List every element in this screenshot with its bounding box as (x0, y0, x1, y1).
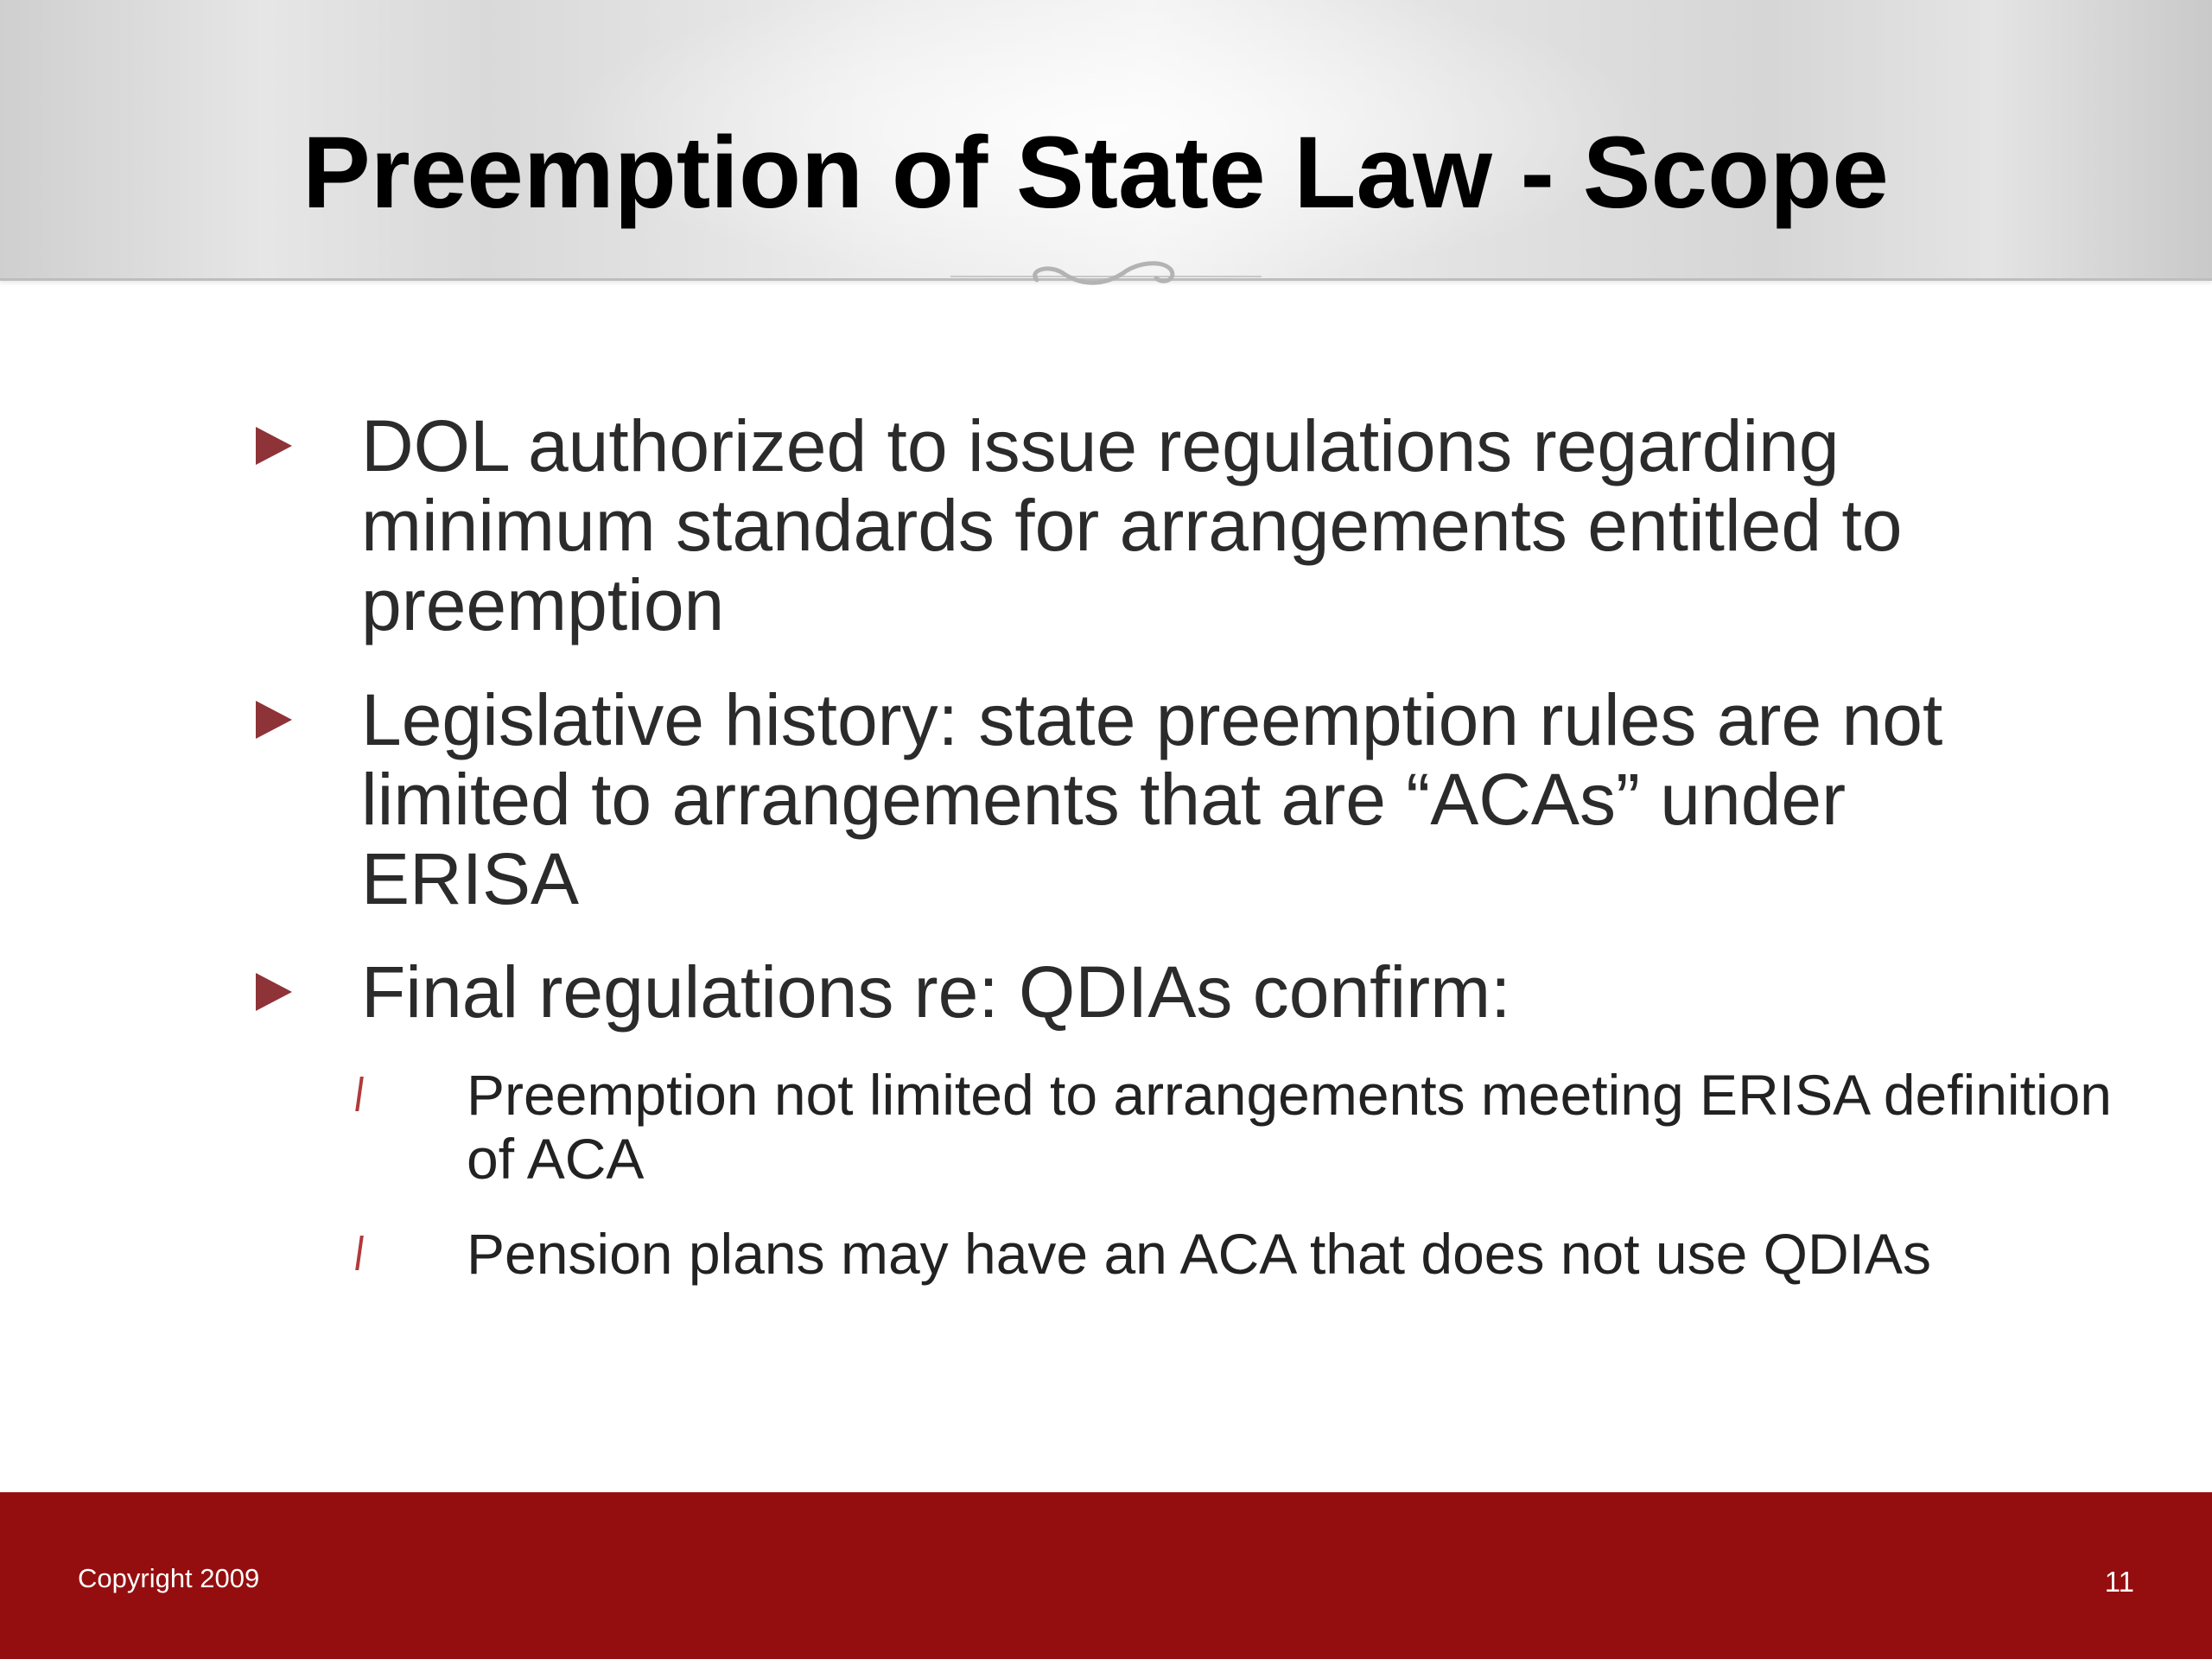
bullet-text: Final regulations re: QDIAs confirm: (361, 951, 1511, 1033)
bullet-text: DOL authorized to issue regulations regarding minimum standards for arrangements entitled to preemption (361, 405, 1903, 645)
copyright-text: Copyright 2009 (78, 1563, 260, 1593)
sub-bullet-text: Pension plans may have an ACA that does not use QDIAs (467, 1222, 1932, 1286)
page-number: 11 (2104, 1566, 2134, 1598)
footer-band (0, 1492, 2212, 1659)
sub-bullet-marker-icon (355, 1077, 364, 1111)
bullet-text: Legislative history: state preemption rules are not limited to arrangements that are “ACAs” under ERISA (361, 679, 1943, 919)
triangle-bullet-icon (256, 427, 292, 465)
sub-bullet-text: Preemption not limited to arrangements meeting ERISA definition of ACA (467, 1063, 2113, 1191)
triangle-bullet-icon (256, 973, 292, 1011)
sub-bullet-marker-icon (355, 1236, 364, 1270)
slide-title: Preemption of State Law - Scope (302, 116, 1889, 230)
triangle-bullet-icon (256, 701, 292, 739)
